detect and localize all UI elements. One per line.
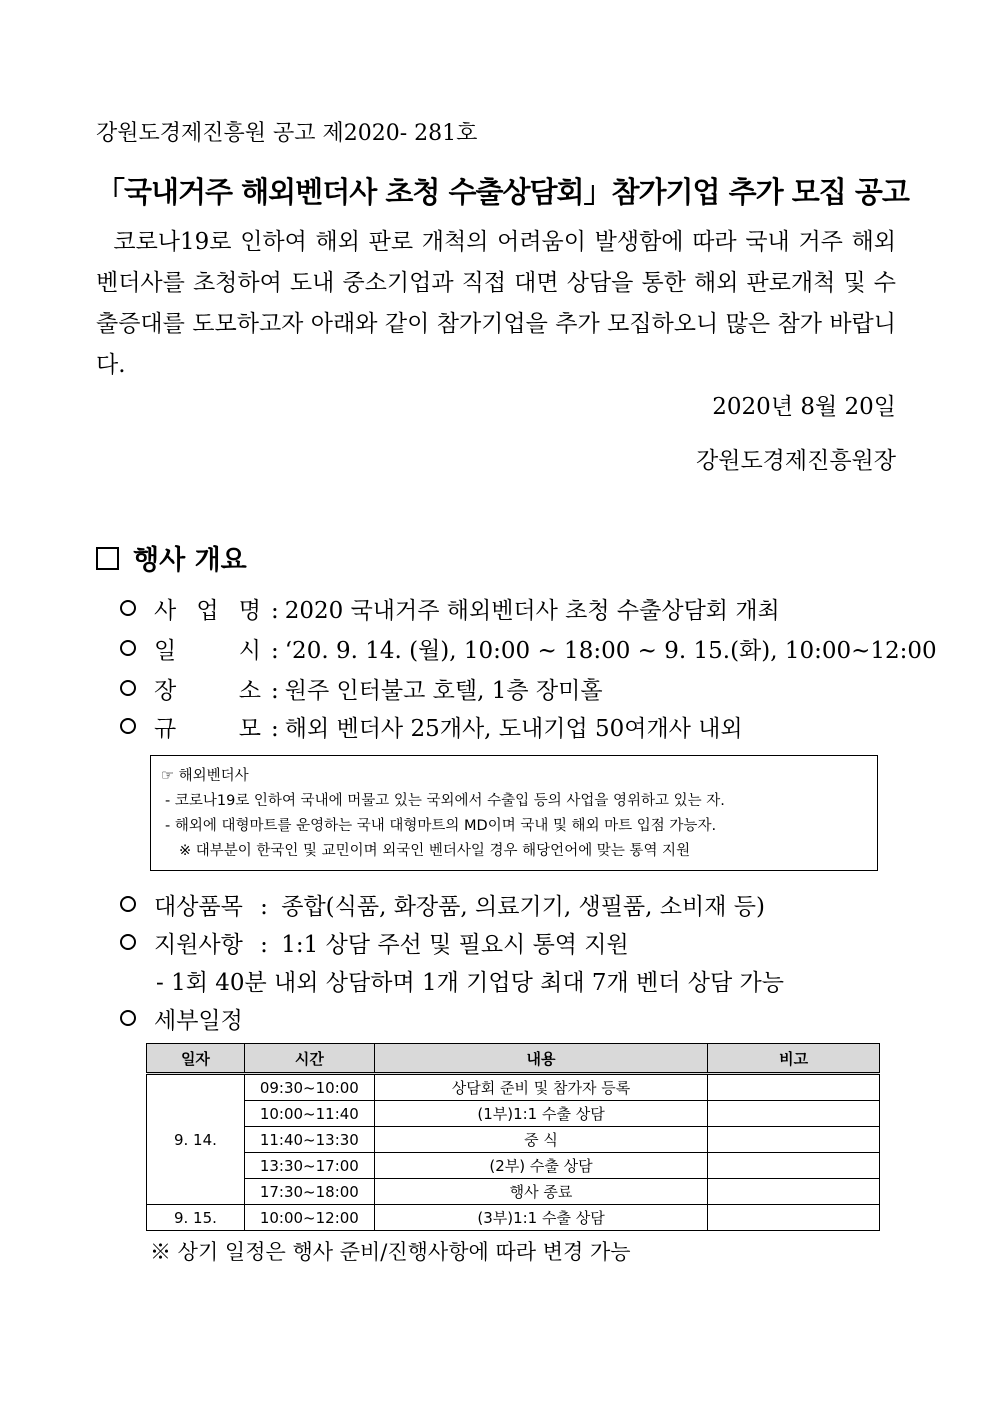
content-cell: 중 식 <box>374 1127 707 1153</box>
schedule-label: 세부일정 <box>154 1008 243 1034</box>
notice-date: 2020년 8월 20일 <box>712 394 896 420</box>
support-value: 1:1 상담 주선 및 필요시 통역 지원 <box>281 932 629 958</box>
support-label: 지원사항 <box>154 932 243 958</box>
note-cell <box>708 1101 880 1127</box>
target-items-label: 대상품목 <box>154 894 243 920</box>
vendor-info-box <box>150 755 878 871</box>
schedule-heading <box>120 1002 243 1035</box>
circle-bullet-icon <box>120 896 136 912</box>
note-cell <box>708 1127 880 1153</box>
overview-label: 사 업 명 <box>154 598 261 624</box>
content-cell: (1부)1:1 수출 상담 <box>374 1101 707 1127</box>
time-cell: 13:30~17:00 <box>244 1153 374 1179</box>
circle-bullet-icon <box>120 640 136 656</box>
table-row <box>147 1074 880 1101</box>
content-cell: 행사 종료 <box>374 1179 707 1205</box>
time-cell: 17:30~18:00 <box>244 1179 374 1205</box>
table-row <box>147 1179 880 1205</box>
target-items: 대상품목 : 종합(식품, 화장품, 의료기기, 생필품, 소비재 등) <box>120 888 765 921</box>
time-cell: 11:40~13:30 <box>244 1127 374 1153</box>
content-cell: (2부) 수출 상담 <box>374 1153 707 1179</box>
time-cell: 10:00~11:40 <box>244 1101 374 1127</box>
day2-cell: 9. 15. <box>147 1205 245 1231</box>
support-details: 지원사항 : 1:1 상담 주선 및 필요시 통역 지원 <box>120 926 629 959</box>
circle-bullet-icon <box>120 680 136 696</box>
note-cell <box>708 1205 880 1231</box>
circle-bullet-icon <box>120 600 136 616</box>
notice-number: 강원도경제진흥원 공고 제2020- 281호 <box>96 121 478 146</box>
overview-value: 원주 인터불고 호텔, 1층 장미홀 <box>284 678 603 704</box>
time-cell: 10:00~12:00 <box>244 1205 374 1231</box>
content-cell: (3부)1:1 수출 상담 <box>374 1205 707 1231</box>
circle-bullet-icon <box>120 718 136 734</box>
table-header-row <box>147 1044 880 1074</box>
day1-cell: 9. 14. <box>147 1074 245 1205</box>
intro-paragraph <box>96 222 896 386</box>
overview-item-scale: 규 모 : 해외 벤더사 25개사, 도내기업 50여개사 내외 <box>120 710 743 743</box>
schedule-footnote: ※ 상기 일정은 행사 준비/진행사항에 따라 변경 가능 <box>150 1240 631 1264</box>
overview-item-project: 사 업 명 : 2020 국내거주 해외벤더사 초청 수출상담회 개최 <box>120 592 780 625</box>
time-cell: 09:30~10:00 <box>244 1074 374 1101</box>
note-cell <box>708 1074 880 1101</box>
support-sub-note: - 1회 40분 내외 상담하며 1개 기업당 최대 7개 벤더 상담 가능 <box>156 970 784 996</box>
checkbox-square-icon <box>96 547 119 570</box>
section-heading-text: 행사 개요 <box>133 545 247 576</box>
info-box-note: ※ 대부분이 한국인 및 교민이며 외국인 벤더사일 경우 해당언어에 맞는 통역 지원 <box>179 843 691 859</box>
intro-text: 코로나19로 인하여 해외 판로 개척의 어려움이 발생함에 따라 국내 거주 해외 벤더사를 초청하여 도내 중소기업과 직접 대면 상담을 통한 해외 판로개척 및 수출증대를 도모하고자 아래와 같이 참가기업을 추가 모집하오니 많은 참가 바랍니다. <box>96 229 897 378</box>
note-cell <box>708 1153 880 1179</box>
overview-item-venue: 장 소 : 원주 인터불고 호텔, 1층 장미홀 <box>120 672 603 705</box>
overview-item-datetime: 일 시 : ‘20. 9. 14. (월), 10:00 ~ 18:00 ~ 9. 15.(화), 10:00~12:00 <box>120 632 937 665</box>
overview-label: 일 시 <box>154 638 261 664</box>
table-row <box>147 1153 880 1179</box>
header-note: 비고 <box>708 1044 880 1074</box>
circle-bullet-icon <box>120 1010 136 1026</box>
overview-value: 해외 벤더사 25개사, 도내기업 50여개사 내외 <box>284 716 743 742</box>
header-time: 시간 <box>244 1044 374 1074</box>
info-box-heading: ☞ 해외벤더사 <box>161 768 249 784</box>
overview-label: 장 소 <box>154 678 261 704</box>
circle-bullet-icon <box>120 934 136 950</box>
info-box-line: - 해외에 대형마트를 운영하는 국내 대형마트의 MD이며 국내 및 해외 마트 입점 가능자. <box>165 818 717 834</box>
target-items-value: 종합(식품, 화장품, 의료기기, 생필품, 소비재 등) <box>281 894 765 920</box>
overview-value: 2020 국내거주 해외벤더사 초청 수출상담회 개최 <box>284 598 780 624</box>
overview-value: ‘20. 9. 14. (월), 10:00 ~ 18:00 ~ 9. 15.(화), 10:00~12:00 <box>284 638 937 664</box>
table-row <box>147 1205 880 1231</box>
section-heading <box>96 538 247 577</box>
table-row <box>147 1127 880 1153</box>
schedule-table <box>146 1043 880 1231</box>
overview-label: 규 모 <box>154 716 261 742</box>
header-content: 내용 <box>374 1044 707 1074</box>
page-title: 「국내거주 해외벤더사 초청 수출상담회」참가기업 추가 모집 공고 <box>96 175 909 209</box>
header-date: 일자 <box>147 1044 245 1074</box>
table-row <box>147 1101 880 1127</box>
issuer: 강원도경제진흥원장 <box>696 448 896 474</box>
content-cell: 상담회 준비 및 참가자 등록 <box>374 1074 707 1101</box>
note-cell <box>708 1179 880 1205</box>
info-box-line: - 코로나19로 인하여 국내에 머물고 있는 국외에서 수출입 등의 사업을 영위하고 있는 자. <box>165 793 725 809</box>
